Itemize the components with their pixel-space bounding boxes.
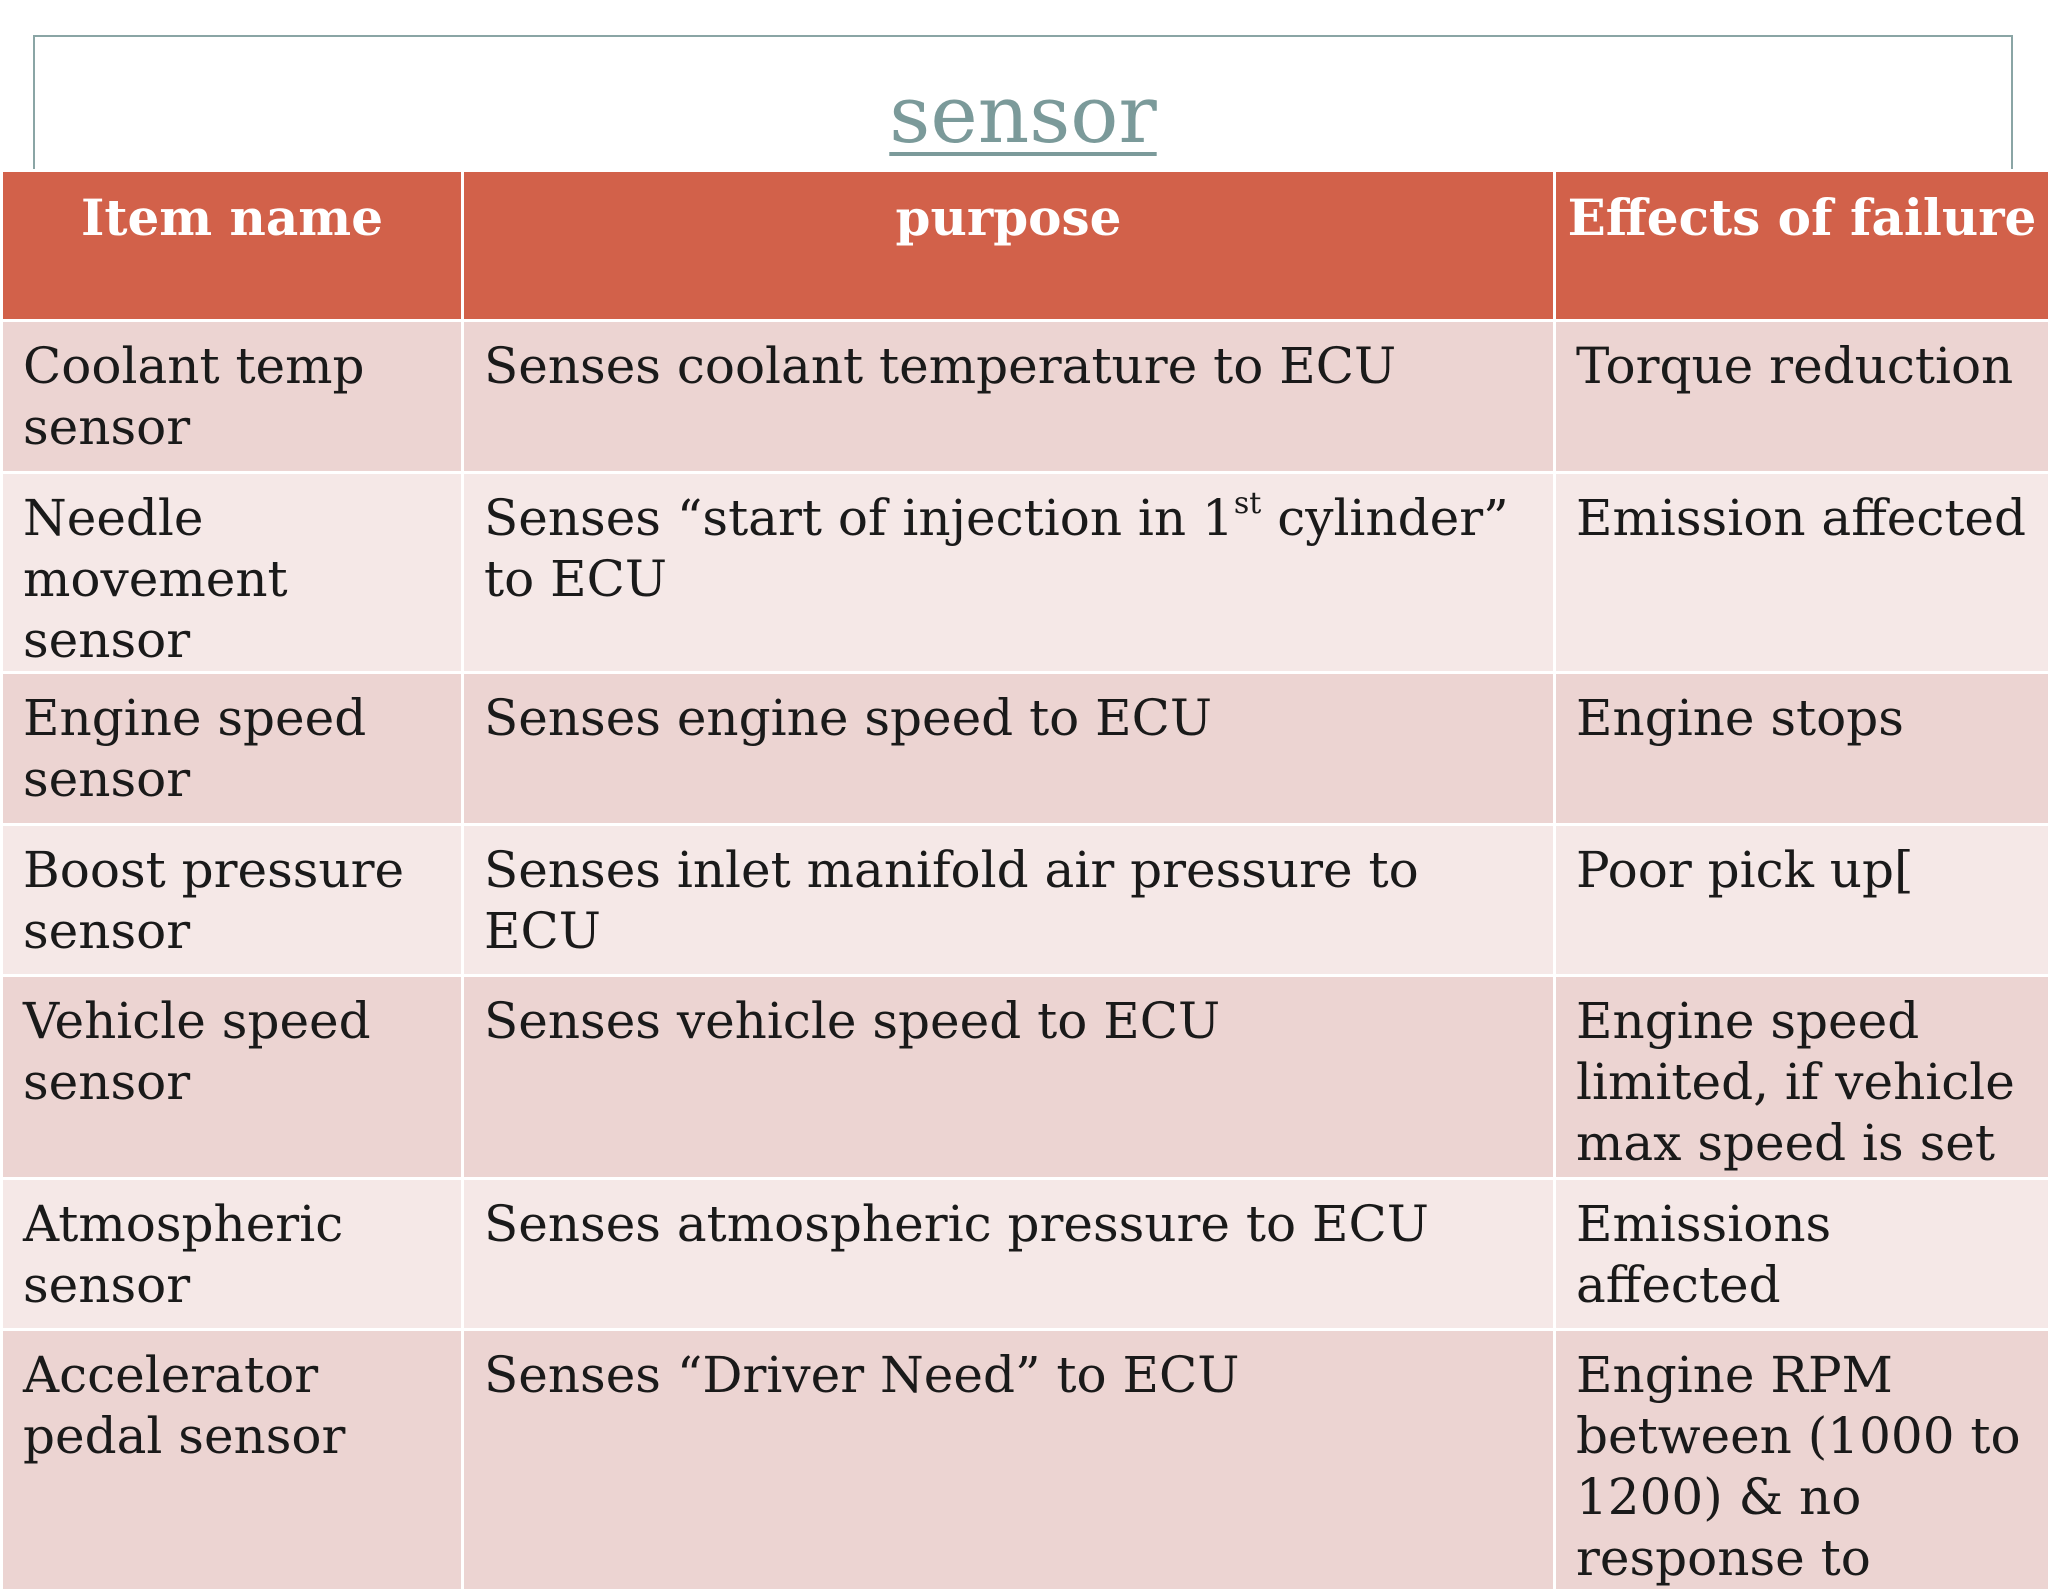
table-row [2, 1330, 2050, 1591]
table-row [2, 976, 2050, 1179]
header-effects-of-failure: Effects of failure [1555, 171, 2050, 321]
cell-purpose [463, 473, 1555, 673]
cell-effect: Emission affected [1555, 473, 2050, 673]
cell-purpose: Senses atmospheric pressure to ECU [463, 1179, 1555, 1330]
table-row [2, 673, 2050, 825]
slide-title: sensor [889, 68, 1157, 161]
cell-effect: Engine stops [1555, 673, 2050, 825]
cell-purpose: Senses vehicle speed to ECU [463, 976, 1555, 1179]
header-row [2, 171, 2050, 321]
table-row [2, 1179, 2050, 1330]
cell-purpose: Senses “Driver Need” to ECU [463, 1330, 1555, 1591]
cell-item-name: Accelerator pedal sensor [2, 1330, 463, 1591]
table-row [2, 825, 2050, 976]
cell-purpose: Senses engine speed to ECU [463, 673, 1555, 825]
cell-purpose: Senses inlet manifold air pressure to ECU [463, 825, 1555, 976]
ordinal-superscript: st [1233, 486, 1262, 521]
cell-purpose-text: Senses “start of injection in 1 [484, 489, 1234, 547]
table-row [2, 321, 2050, 473]
title-box [33, 35, 2013, 171]
header-item-name: Item name [2, 171, 463, 321]
cell-item-name: Boost pressure sensor [2, 825, 463, 976]
sensor-table [0, 169, 2051, 1592]
cell-effect: Emissions affected [1555, 1179, 2050, 1330]
cell-effect: Engine speed limited, if vehicle max speed is set [1555, 976, 2050, 1179]
cell-item-name: Coolant temp sensor [2, 321, 463, 473]
cell-effect: Poor pick up[ [1555, 825, 2050, 976]
cell-item-name: Engine speed sensor [2, 673, 463, 825]
cell-item-name: Atmospheric sensor [2, 1179, 463, 1330]
cell-item-name: Needle movement sensor [2, 473, 463, 673]
cell-item-name: Vehicle speed sensor [2, 976, 463, 1179]
cell-purpose: Senses coolant temperature to ECU [463, 321, 1555, 473]
cell-purpose-text-end: cylinder” to ECU [484, 489, 1509, 608]
cell-effect: Torque reduction [1555, 321, 2050, 473]
header-purpose: purpose [463, 171, 1555, 321]
cell-effect: Engine RPM between (1000 to 1200) & no response to [1555, 1330, 2050, 1591]
table-row [2, 473, 2050, 673]
